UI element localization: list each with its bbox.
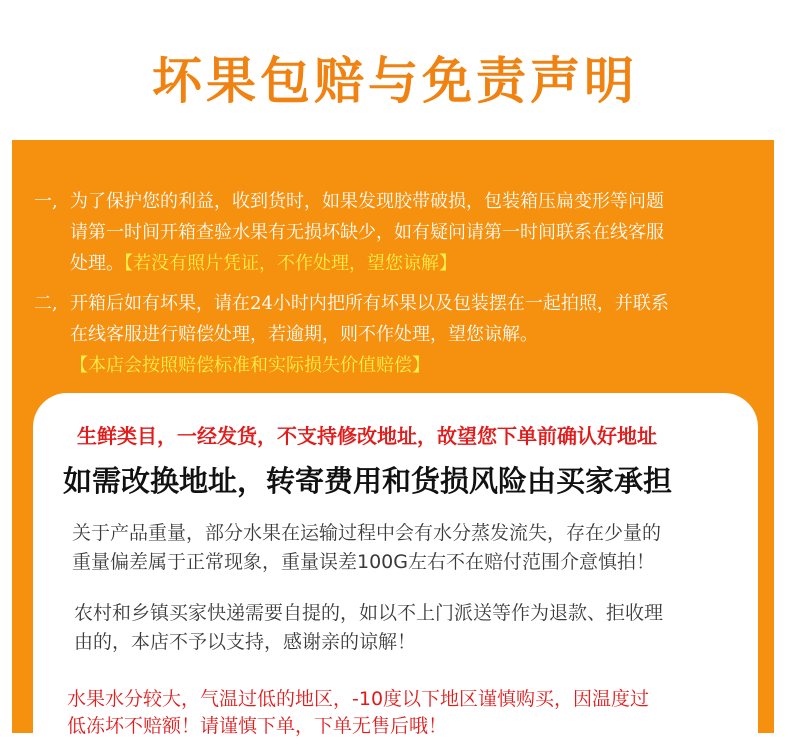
notice-item-2-line: 开箱后如有坏果，请在24小时内把所有坏果以及包装摆在一起拍照，并联系	[70, 293, 669, 314]
weight-note-line: 关于产品重量，部分水果在运输过程中会有水分蒸发流失，存在少量的	[72, 522, 662, 544]
page-title: 坏果包赔与免责声明	[152, 52, 638, 110]
notice-item-1-highlight: 【若没有照片凭证，不作处理，望您谅解】	[124, 253, 457, 274]
notice-item-1-line	[70, 248, 664, 279]
address-change-headline: 如需改换地址，转寄费用和货损风险由买家承担	[63, 464, 673, 498]
rural-note-line: 农村和乡镇买家快递需要自提的，如以不上门派送等作为退款、拒收理	[74, 602, 664, 624]
notice-panel	[12, 140, 774, 737]
notice-item-1-line: 请第一时间开箱查验水果有无损坏缺少，如有疑问请第一时间联系在线客服	[70, 222, 664, 243]
cold-weather-warning-line: 水果水分较大，气温过低的地区，-10度以下地区谨慎购买，因温度过	[67, 688, 650, 710]
cold-weather-warning-line: 低冻坏不赔额！请谨慎下单，下单无售后哦！	[67, 715, 448, 737]
policy-card	[33, 393, 758, 753]
notice-item-1-number: 一,	[34, 191, 58, 212]
weight-note	[72, 519, 661, 577]
notice-item-2-number: 二,	[34, 293, 58, 314]
notice-item-1	[34, 186, 664, 279]
rural-note-line: 由的，本店不予以支持，感谢亲的谅解！	[74, 631, 417, 653]
weight-note-line: 重量偏差属于正常现象，重量误差100G左右不在赔付范围介意慎拍！	[72, 551, 655, 573]
notice-item-1-line: 为了保护您的利益，收到货时，如果发现胶带破损，包装箱压扁变形等问题	[70, 191, 664, 212]
notice-item-2	[34, 288, 669, 381]
header	[0, 0, 790, 140]
address-warning: 生鲜类目，一经发货，不支持修改地址，故望您下单前确认好地址	[77, 424, 657, 448]
cold-weather-warning	[67, 686, 649, 740]
notice-item-2-highlight: 【本店会按照赔偿标准和实际损失价值赔偿】	[70, 355, 430, 376]
notice-item-2-line: 在线客服进行赔偿处理，若逾期，则不作处理，望您谅解。	[70, 324, 538, 345]
notice-item-1-text: 处理。	[70, 253, 124, 274]
rural-note	[74, 599, 663, 657]
